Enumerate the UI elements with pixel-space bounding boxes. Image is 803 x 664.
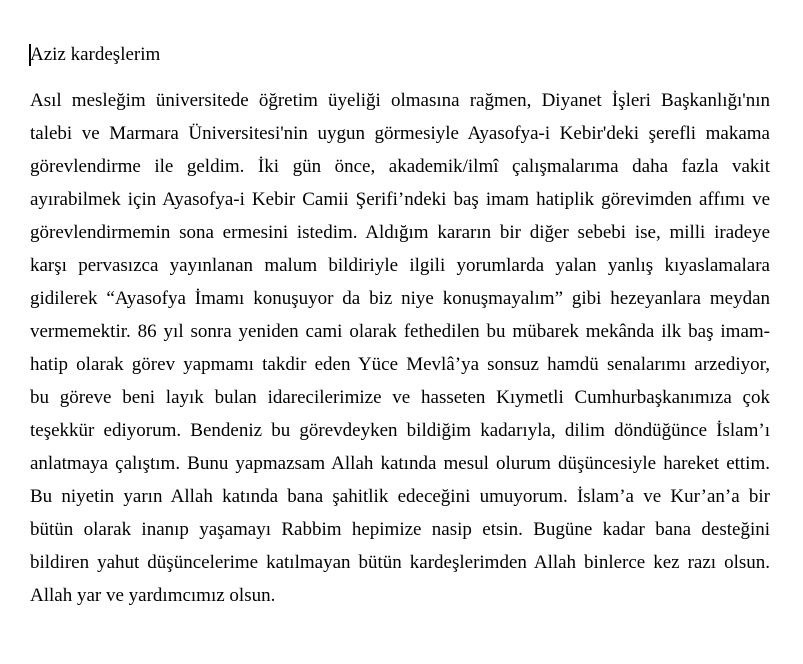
text-line[interactable]: vermemektir. 86 yıl sonra yeniden cami olarak fethedilen bu mübarek mekânda ilk baş imam- [30, 321, 770, 342]
text-line[interactable]: görevlendirmemin sona ermesini istedim. Aldığım kararın bir diğer sebebi ise, milli iradeye [30, 222, 770, 243]
text-line[interactable]: Bu niyetin yarın Allah katında bana şahitlik edeceğini umuyorum. İslam’a ve Kur’an’a bir [30, 486, 770, 507]
text-line[interactable]: teşekkür ediyorum. Bendeniz bu görevdeyken bildiğim kadarıyla, dilim döndüğünce İslam’ı [30, 420, 770, 441]
text-line[interactable]: Asıl mesleğim üniversitede öğretim üyeliği olmasına rağmen, Diyanet İşleri Başkanlığı'nın [30, 90, 770, 111]
text-line[interactable]: bildiren yahut düşüncelerime katılmayan bütün kardeşlerimden Allah binlerce kez razı olsun. [30, 552, 770, 573]
document-paragraph [30, 84, 770, 612]
text-line[interactable]: bu göreve beni layık bulan idarecilerimize ve hasseten Kıymetli Cumhurbaşkanımıza çok [30, 387, 770, 408]
text-line[interactable]: anlatmaya çalıştım. Bunu yapmazsam Allah katında mesul olurum düşüncesiyle hareket ettim. [30, 453, 770, 474]
text-line[interactable]: talebi ve Marmara Üniversitesi'nin uygun görmesiyle Ayasofya-i Kebir'deki şerefli makama [30, 123, 770, 144]
text-line[interactable]: hatip olarak görev yapmamı takdir eden Yüce Mevlâ’ya sonsuz hamdü senalarımı arzediyor, [30, 354, 770, 375]
text-line[interactable]: görevlendirme ile geldim. İki gün önce, akademik/ilmî çalışmalarıma daha fazla vakit [30, 156, 770, 177]
text-line[interactable]: ayırabilmek için Ayasofya-i Kebir Camii Şerifi’ndeki baş imam hatiplik görevimden affımı ve [30, 189, 770, 210]
text-line[interactable]: bütün olarak inanıp yaşamayı Rabbim hepimize nasip etsin. Bugüne kadar bana desteğini [30, 519, 770, 540]
document-heading[interactable]: Aziz kardeşlerim [30, 44, 161, 65]
text-cursor-caret [29, 44, 31, 66]
text-line[interactable]: Allah yar ve yardımcımız olsun. [30, 585, 276, 606]
text-line[interactable]: gidilerek “Ayasofya İmamı konuşuyor da biz niye konuşmayalım” gibi hezeyanlara meydan [30, 288, 770, 309]
text-line[interactable]: karşı pervasızca yayınlanan malum bildiriyle ilgili yorumlarda yalan yanlış kıyaslamalara [30, 255, 770, 276]
